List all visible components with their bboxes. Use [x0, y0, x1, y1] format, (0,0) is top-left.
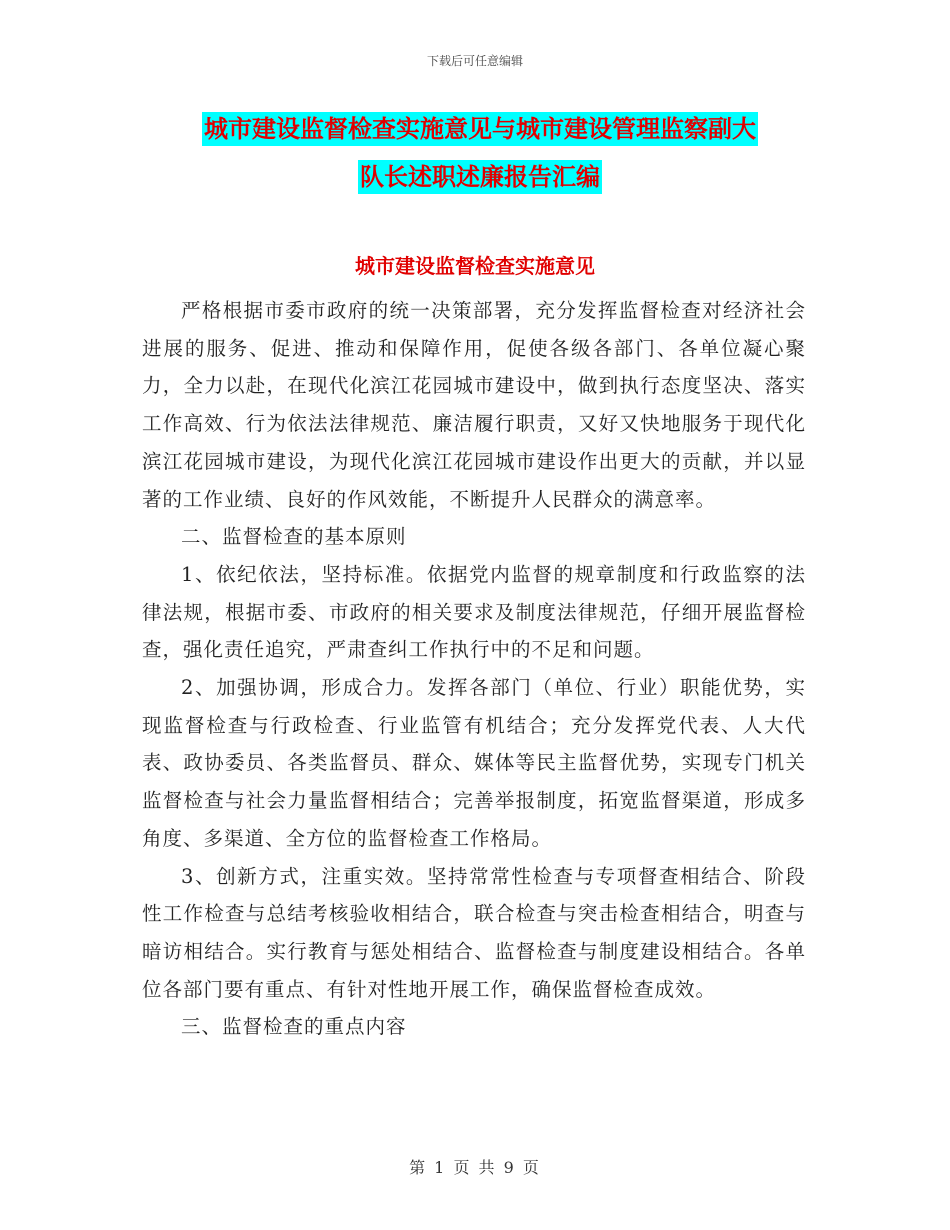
- title-line-1: 城市建设监督检查实施意见与城市建设管理监察副大: [202, 112, 758, 146]
- heading-basic-principles: 二、监督检查的基本原则: [181, 525, 407, 549]
- document-title: [140, 112, 820, 208]
- document-body: [142, 292, 806, 1046]
- paragraph-principle-2: 2、加强协调，形成合力。发挥各部门（单位、行业）职能优势，实现监督检查与行政检查、行业监管有机结合；充分发挥党代表、人大代表、政协委员、各类监督员、群众、媒体等民主监督优势，实现专门机关监督检查与社会力量监督相结合；完善举报制度，拓宽监督渠道，形成多角度、多渠道、全方位的监督检查工作格局。: [142, 676, 806, 850]
- page-footer: 第 1 页 共 9 页: [409, 1158, 541, 1177]
- page-header: 下载后可任意编辑: [426, 54, 523, 68]
- heading-key-content: 三、监督检查的重点内容: [181, 1015, 407, 1039]
- paragraph-principle-1: 1、依纪依法，坚持标准。依据党内监督的规章制度和行政监察的法律法规，根据市委、市政府的相关要求及制度法律规范，仔细开展监督检查，强化责任追究，严肃查纠工作执行中的不足和问题。: [142, 562, 806, 662]
- section-title: 城市建设监督检查实施意见: [355, 254, 595, 278]
- title-line-2: 队长述职述廉报告汇编: [358, 160, 602, 194]
- paragraph-principle-3: 3、创新方式，注重实效。坚持常常性检查与专项督查相结合、阶段性工作检查与总结考核验收相结合，联合检查与突击检查相结合，明查与暗访相结合。实行教育与惩处相结合、监督检查与制度建设相结合。各单位各部门要有重点、有针对性地开展工作，确保监督检查成效。: [142, 864, 806, 1001]
- paragraph-intro: 严格根据市委市政府的统一决策部署，充分发挥监督检查对经济社会进展的服务、促进、推动和保障作用，促使各级各部门、各单位凝心聚力，全力以赴，在现代化滨江花园城市建设中，做到执行态度坚决、落实工作高效、行为依法法律规范、廉洁履行职责，又好又快地服务于现代化滨江花园城市建设，为现代化滨江花园城市建设作出更大的贡献，并以显著的工作业绩、良好的作风效能，不断提升人民群众的满意率。: [142, 299, 806, 511]
